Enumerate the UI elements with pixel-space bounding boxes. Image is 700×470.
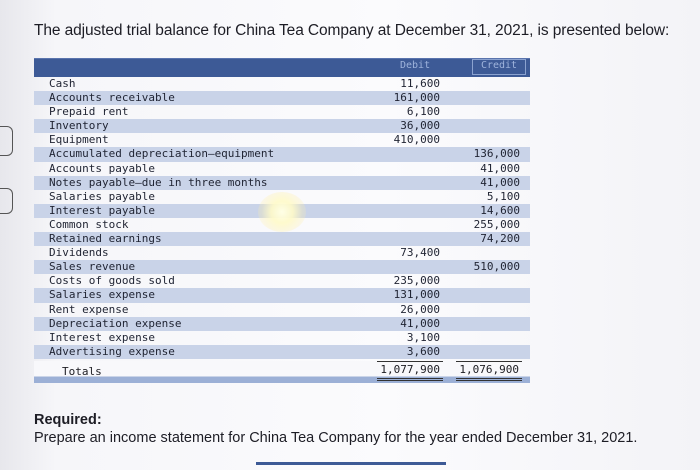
required-text: Prepare an income statement for China Tea Company for the year ended December 31, 2021. xyxy=(34,430,638,446)
table-row xyxy=(34,331,530,345)
table-row xyxy=(34,133,530,147)
table-row xyxy=(34,303,530,317)
debit-amount: 11,600 xyxy=(400,77,440,90)
table-header xyxy=(34,58,530,77)
credit-column-header: Credit xyxy=(472,59,526,75)
page-edge-bracket xyxy=(0,126,13,156)
table-row xyxy=(34,288,530,302)
table-row xyxy=(34,274,530,288)
light-glare xyxy=(258,192,306,232)
debit-amount: 41,000 xyxy=(400,316,440,330)
credit-amount: 74,200 xyxy=(480,232,520,246)
account-name: Accounts payable xyxy=(49,161,155,175)
credit-amount: 41,000 xyxy=(480,161,520,175)
account-name: Retained earnings xyxy=(49,232,162,246)
page-edge-bracket xyxy=(0,188,13,214)
table-row xyxy=(34,246,530,260)
totals-row xyxy=(34,361,530,383)
table-row xyxy=(34,317,530,331)
account-name: Prepaid rent xyxy=(49,105,129,119)
debit-amount: 36,000 xyxy=(400,119,440,133)
table-row xyxy=(34,147,530,161)
debit-amount: 6,100 xyxy=(406,105,440,119)
credit-amount: 41,000 xyxy=(480,175,520,189)
credit-amount: 136,000 xyxy=(473,147,520,161)
table-row xyxy=(34,119,530,133)
debit-amount: 73,400 xyxy=(400,246,440,260)
debit-amount: 131,000 xyxy=(393,288,440,302)
credit-amount: 5,100 xyxy=(486,189,520,203)
account-name: Interest payable xyxy=(49,203,155,217)
answer-area-edge xyxy=(256,462,446,465)
table-row xyxy=(34,232,530,246)
totals-credit: 1,076,900 xyxy=(456,361,522,381)
required-section xyxy=(34,412,637,446)
account-name: Costs of goods sold xyxy=(49,274,175,288)
totals-debit: 1,077,900 xyxy=(377,361,443,381)
account-name: Notes payable—due in three months xyxy=(49,175,268,189)
account-name: Equipment xyxy=(49,133,109,147)
table-row xyxy=(34,260,530,274)
account-name: Dividends xyxy=(49,246,109,260)
account-name: Sales revenue xyxy=(49,260,136,274)
account-name: Advertising expense xyxy=(49,344,175,358)
debit-amount: 410,000 xyxy=(393,133,440,147)
table-row xyxy=(34,91,530,105)
credit-amount: 14,600 xyxy=(480,203,520,217)
debit-column-header: Debit xyxy=(400,60,431,71)
debit-amount: 235,000 xyxy=(393,274,440,288)
table-row xyxy=(34,77,530,91)
debit-amount: 26,000 xyxy=(400,302,440,316)
account-name: Salaries expense xyxy=(49,288,155,302)
account-name: Common stock xyxy=(49,217,129,231)
debit-amount: 161,000 xyxy=(393,91,440,105)
account-name: Depreciation expense xyxy=(49,316,182,330)
debit-amount: 3,600 xyxy=(406,344,440,358)
debit-amount: 3,100 xyxy=(406,330,440,344)
account-name: Rent expense xyxy=(49,302,129,316)
table-row xyxy=(34,176,530,190)
credit-amount: 255,000 xyxy=(473,217,520,231)
totals-label: Totals xyxy=(62,364,102,378)
credit-amount: 510,000 xyxy=(473,260,520,274)
account-name: Salaries payable xyxy=(49,189,155,203)
account-name: Interest expense xyxy=(49,330,155,344)
account-name: Accumulated depreciation—equipment xyxy=(49,147,275,161)
account-name: Accounts receivable xyxy=(49,91,175,105)
table-row xyxy=(34,105,530,119)
table-row xyxy=(34,345,530,359)
table-row xyxy=(34,162,530,176)
required-label: Required: xyxy=(34,412,102,428)
problem-intro: The adjusted trial balance for China Tea Company at December 31, 2021, is presented below: xyxy=(34,22,670,39)
account-name: Cash xyxy=(49,77,76,90)
account-name: Inventory xyxy=(49,119,109,133)
